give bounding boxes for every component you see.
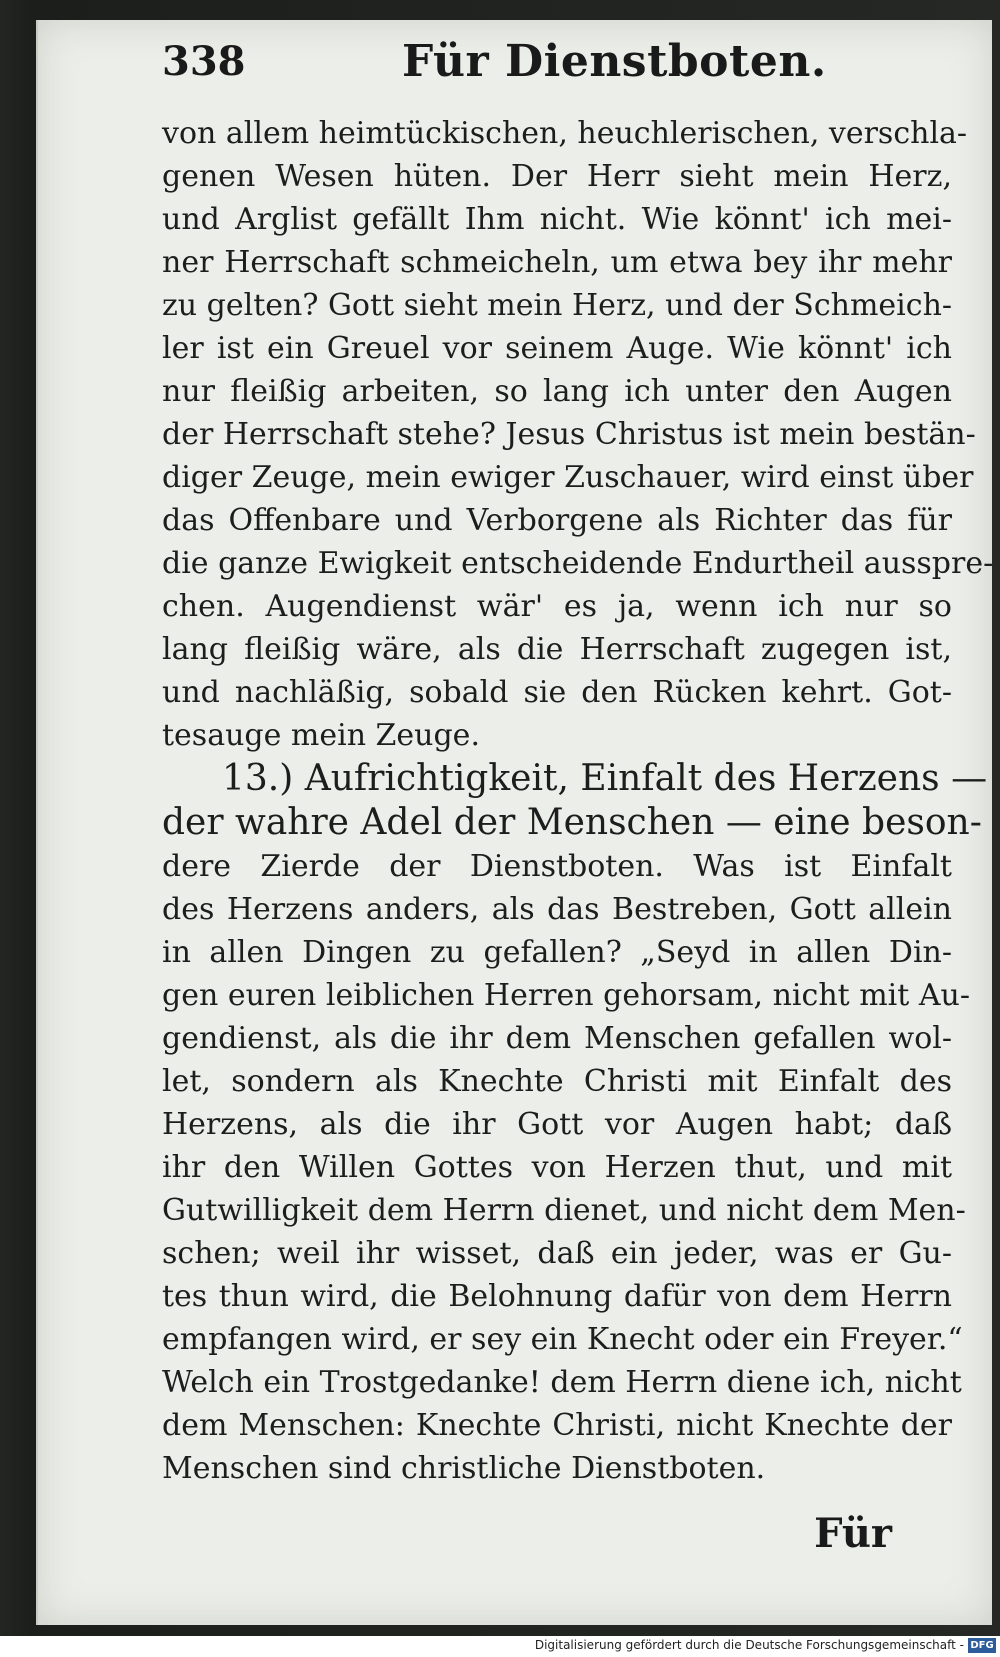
text-block xyxy=(162,112,994,1490)
text-line: dem Menschen: Knechte Christi, nicht Knechte der xyxy=(162,1408,952,1443)
text-line: und Arglist gefällt Ihm nicht. Wie könnt' ich mei- xyxy=(162,202,952,237)
catchword: Für xyxy=(814,1510,892,1557)
text-line: Menschen sind christliche Dienstboten. xyxy=(162,1451,766,1486)
text-line: empfangen wird, er sey ein Knecht oder ein Freyer.“ xyxy=(162,1322,963,1357)
text-line: des Herzens anders, als das Bestreben, Gott allein xyxy=(162,892,952,927)
section-heading-line: der wahre Adel der Menschen — eine beson- xyxy=(162,802,982,843)
text-line: das Offenbare und Verborgene als Richter das für xyxy=(162,503,952,538)
text-line: gendienst, als die ihr dem Menschen gefallen wol- xyxy=(162,1021,952,1056)
text-line: in allen Dingen zu gefallen? „Seyd in allen Din- xyxy=(162,935,952,970)
text-line: ihr den Willen Gottes von Herzen thut, und mit xyxy=(162,1150,952,1185)
text-line: dere Zierde der Dienstboten. Was ist Einfalt xyxy=(162,849,952,884)
running-head: Für Dienstboten. xyxy=(402,36,827,87)
text-line: gen euren leiblichen Herren gehorsam, nicht mit Au- xyxy=(162,978,970,1013)
text-line: tesauge mein Zeuge. xyxy=(162,718,480,753)
text-line: Herzens, als die ihr Gott vor Augen habt; daß xyxy=(162,1107,952,1142)
text-line: Gutwilligkeit dem Herrn dienet, und nicht dem Men- xyxy=(162,1193,966,1228)
text-line: lang fleißig wäre, als die Herrschaft zugegen ist, xyxy=(162,632,952,667)
dfg-logo: DFG xyxy=(968,1638,996,1653)
text-line: von allem heimtückischen, heuchlerischen, verschla- xyxy=(162,116,968,151)
text-line: Welch ein Trostgedanke! dem Herrn diene ich, nicht xyxy=(162,1365,962,1400)
text-line: let, sondern als Knechte Christi mit Einfalt des xyxy=(162,1064,952,1099)
page-header xyxy=(162,30,962,100)
footer-bar xyxy=(0,1636,1000,1657)
text-line: chen. Augendienst wär' es ja, wenn ich nur so xyxy=(162,589,952,624)
text-line: diger Zeuge, mein ewiger Zuschauer, wird einst über xyxy=(162,460,974,495)
text-line: der Herrschaft stehe? Jesus Christus ist mein bestän- xyxy=(162,417,976,452)
text-line: genen Wesen hüten. Der Herr sieht mein Herz, xyxy=(162,159,952,194)
text-line: zu gelten? Gott sieht mein Herz, und der Schmeich- xyxy=(162,288,953,323)
digitization-credit: Digitalisierung gefördert durch die Deutsche Forschungsgemeinschaft - xyxy=(534,1638,964,1652)
text-line: ner Herrschaft schmeicheln, um etwa bey ihr mehr xyxy=(162,245,952,280)
text-line: ler ist ein Greuel vor seinem Auge. Wie könnt' ich xyxy=(162,331,952,366)
page-number: 338 xyxy=(162,38,246,85)
text-line: schen; weil ihr wisset, daß ein jeder, was er Gu- xyxy=(162,1236,952,1271)
text-line: tes thun wird, die Belohnung dafür von dem Herrn xyxy=(162,1279,952,1314)
section-heading-line: 13.) Aufrichtigkeit, Einfalt des Herzens — xyxy=(222,758,988,799)
text-line: die ganze Ewigkeit entscheidende Endurtheil ausspre- xyxy=(162,546,994,581)
text-line: nur fleißig arbeiten, so lang ich unter den Augen xyxy=(162,374,952,409)
book-page xyxy=(36,20,992,1625)
text-line: und nachläßig, sobald sie den Rücken kehrt. Got- xyxy=(162,675,952,710)
